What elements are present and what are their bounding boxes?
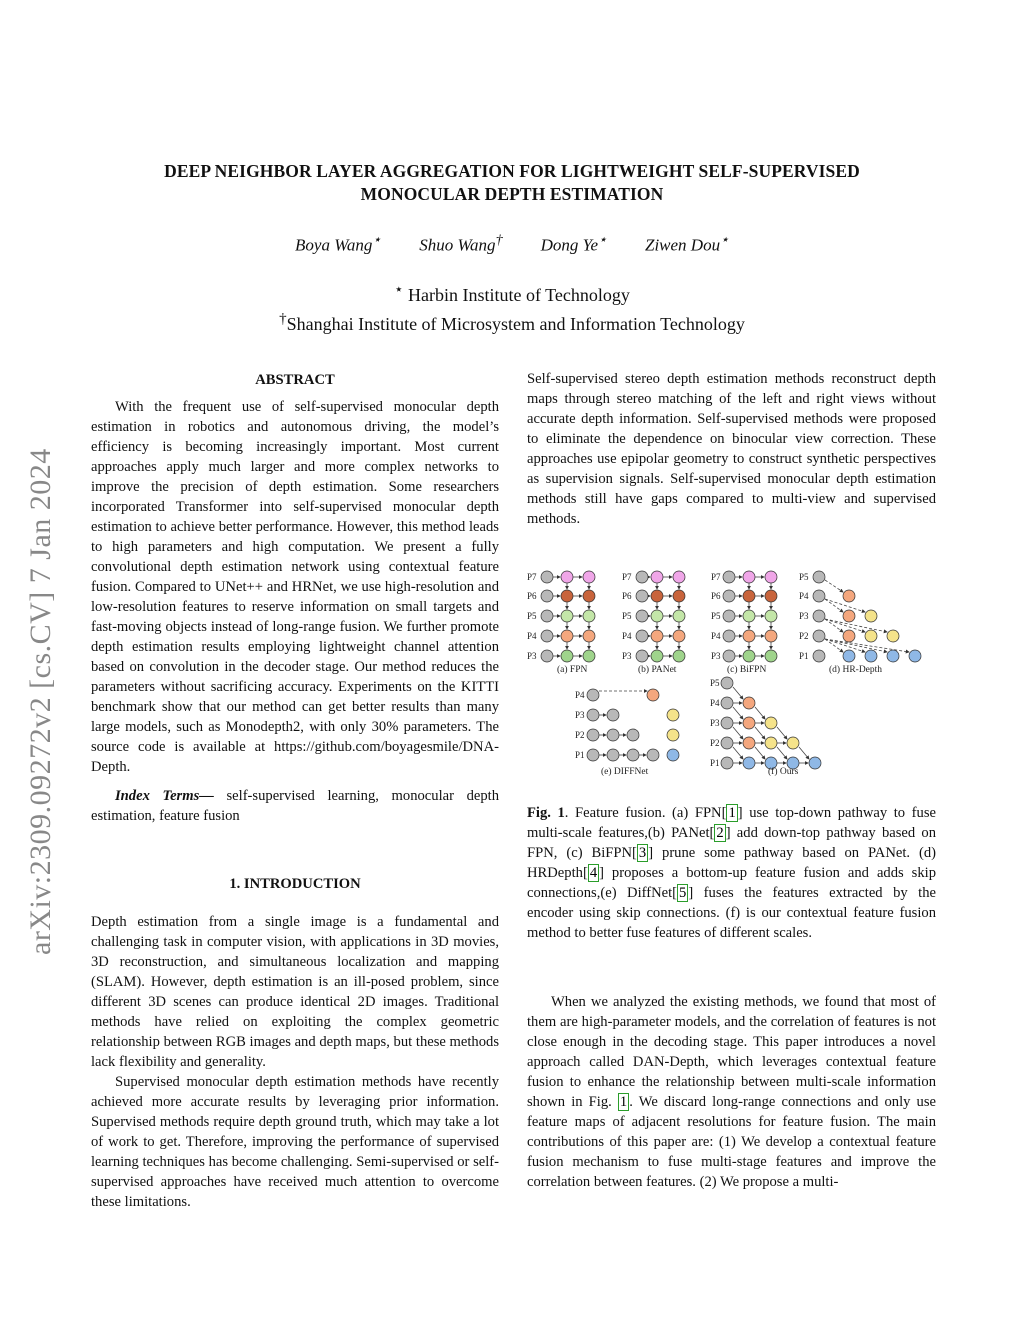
affiliation-2: †Shanghai Institute of Microsystem and Information Technology — [279, 311, 745, 334]
encoder-node — [541, 630, 553, 642]
feature-link — [825, 599, 865, 612]
level-label: P3 — [710, 718, 720, 728]
feature-link — [777, 727, 787, 739]
introduction-section — [91, 874, 499, 1212]
level-label: P4 — [527, 631, 537, 641]
abstract-section — [91, 370, 499, 826]
fused-node — [673, 571, 685, 583]
feature-fusion-diagram — [527, 565, 937, 785]
fused-node — [743, 717, 755, 729]
fused-node — [561, 610, 573, 622]
encoder-node — [813, 630, 825, 642]
feature-link — [733, 727, 743, 739]
intermediate-node — [627, 729, 639, 741]
encoder-node — [721, 757, 733, 769]
encoder-node — [541, 571, 553, 583]
level-label: P5 — [527, 611, 537, 621]
encoder-node — [636, 571, 648, 583]
level-label: P4 — [710, 698, 720, 708]
fig-label-f: (f) Ours — [768, 767, 799, 777]
encoder-node — [721, 737, 733, 749]
encoder-node — [723, 571, 735, 583]
level-label: P2 — [710, 738, 720, 748]
fused-node — [843, 590, 855, 602]
feature-link — [755, 747, 765, 759]
level-label: P6 — [622, 591, 632, 601]
fused-node — [743, 590, 755, 602]
index-terms: Index Terms— self-supervised learning, monocular depth estimation, feature fusion — [91, 788, 500, 824]
fused-node — [651, 630, 663, 642]
level-label: P5 — [622, 611, 632, 621]
intro-paragraph-4: When we analyzed the existing methods, we found that most of them are high-parameter models, and the correlation of features is not close enough in the decoding stage. This paper introduces a novel approach called DAN-Depth, which leverages contextual feature fusion to enhance the relationship between multi-scale information shown in Fig. 1 . We discard long-range connections and only use feature maps of adjacent resolutions for feature fusion. The main contributions of this paper are: (1) We develop a contextual feature fusion mechanism to fuse multi-stage features and improve the correlation between features. (2) We propose a multi- — [527, 994, 936, 1190]
fused-node — [743, 630, 755, 642]
feature-link — [733, 687, 743, 699]
fig-ref-link[interactable]: 1 — [619, 1094, 628, 1110]
level-label: P1 — [575, 750, 585, 760]
fused-node — [673, 610, 685, 622]
fused-node — [843, 650, 855, 662]
arxiv-stamp: arXiv:2309.09272v2 [cs.CV] 7 Jan 2024 — [24, 448, 57, 955]
fig-label-c: (c) BiFPN — [727, 665, 767, 675]
author-list — [200, 232, 824, 256]
fused-node — [887, 650, 899, 662]
fused-node — [651, 650, 663, 662]
affiliation-1: ⋆ Harbin Institute of Technology — [394, 282, 630, 305]
encoder-node — [587, 709, 599, 721]
level-label: P2 — [799, 631, 809, 641]
feature-link — [825, 619, 865, 632]
fused-node — [583, 650, 595, 662]
level-label: P4 — [575, 690, 585, 700]
fused-node — [583, 571, 595, 583]
fused-node — [843, 630, 855, 642]
fused-node — [743, 757, 755, 769]
fused-node — [743, 737, 755, 749]
level-label: P3 — [711, 651, 721, 661]
feature-link — [825, 599, 843, 612]
encoder-node — [813, 571, 825, 583]
fused-node — [651, 590, 663, 602]
fused-node — [673, 590, 685, 602]
intro-paragraph-1: Depth estimation from a single image is a fundamental and challenging task in computer vision, with applications in 3D movies, 3D reconstruction, and simultaneous localization and mapping (SLAM). However, depth estimation is an ill-posed problem, since different 3D scenes can produce identical 2D images. Traditional methods have relied on exploiting the complex geometric relationship between RGB images and depth maps, but these methods lack flexibility and generality. — [91, 914, 499, 1070]
fused-node — [651, 610, 663, 622]
fused-node — [743, 697, 755, 709]
fused-node — [865, 650, 877, 662]
ref-link-4[interactable]: 4 — [589, 865, 598, 881]
feature-link — [733, 747, 743, 759]
fused-node — [673, 650, 685, 662]
fused-node — [651, 571, 663, 583]
fused-node — [583, 590, 595, 602]
fused-node — [909, 650, 921, 662]
fused-node — [561, 571, 573, 583]
ref-link-1[interactable]: 1 — [728, 805, 736, 821]
encoder-node — [636, 590, 648, 602]
author: Ziwen Dou⋆ — [644, 232, 729, 255]
intermediate-node — [607, 729, 619, 741]
encoder-node — [723, 650, 735, 662]
fig-label-a: (a) FPN — [557, 665, 588, 675]
encoder-node — [721, 677, 733, 689]
encoder-node — [721, 697, 733, 709]
feature-link — [755, 727, 765, 739]
fused-node — [765, 571, 777, 583]
encoder-node — [723, 610, 735, 622]
encoder-node — [541, 610, 553, 622]
encoder-node — [587, 749, 599, 761]
intro-continued-2 — [527, 992, 936, 1192]
fused-node — [765, 717, 777, 729]
title-line-1: DEEP NEIGHBOR LAYER AGGREGATION FOR LIGHTWEIGHT SELF-SUPERVISED — [164, 161, 860, 181]
affiliations — [160, 278, 864, 336]
fused-node — [765, 650, 777, 662]
fused-node — [561, 590, 573, 602]
figure-1-caption: Fig. 1. Feature fusion. (a) FPN[ 1 ] use top-down pathway to fuse multi-scale features,(b) PANet[ 2 ] add down-top pathway based on FPN, (c) BiFPN[ 3 ] prune some pathway based on PANet. (d) HRDepth[ 4 ] proposes a bottom-up feature fusion and adds skip connections,(e) DiffNet[ 5 ] fuses the features extracted by the encoder using skip connections. (f) is our contextual feature fusion method to better fuse features of different scales. — [527, 805, 937, 941]
intro-paragraph-3: Self-supervised stereo depth estimation methods reconstruct depth maps through stereo matching of the left and right views without accurate depth information. Self-supervised methods were proposed to eliminate the dependence on binocular view correction. These approaches use epipolar geometry to construct synthetic perspectives as supervision signals. Self-supervised monocular depth estimation methods still have gaps compared to multi-view and supervised methods. — [527, 371, 936, 527]
fused-node — [865, 630, 877, 642]
level-label: P7 — [527, 572, 537, 582]
fused-node — [787, 737, 799, 749]
encoder-node — [813, 590, 825, 602]
fused-node — [673, 630, 685, 642]
intro-paragraph-2: Supervised monocular depth estimation methods have recently achieved more accurate results by leveraging prior information. Supervised methods require depth ground truth, which may take a lot of work to get. Therefore, improving the performance of supervised learning techniques has become challenging. Semi-supervised or self-supervised approaches have received much attention to overcome these limitations. — [91, 1074, 499, 1210]
title-line-2: MONOCULAR DEPTH ESTIMATION — [360, 184, 664, 204]
intro-continued — [527, 369, 936, 529]
intermediate-node — [647, 749, 659, 761]
level-label: P6 — [711, 591, 721, 601]
paper-title — [110, 160, 914, 206]
level-label: P1 — [710, 758, 720, 768]
fused-node — [843, 610, 855, 622]
level-label: P3 — [622, 651, 632, 661]
fused-node — [765, 610, 777, 622]
fused-node — [765, 590, 777, 602]
level-label: P3 — [527, 651, 537, 661]
fused-node — [561, 650, 573, 662]
fused-node — [583, 610, 595, 622]
author: Shuo Wang† — [419, 232, 503, 255]
level-label: P5 — [799, 572, 809, 582]
level-label: P2 — [575, 730, 585, 740]
output-node — [667, 749, 679, 761]
encoder-node — [813, 650, 825, 662]
output-node — [667, 709, 679, 721]
encoder-node — [541, 590, 553, 602]
level-label: P6 — [527, 591, 537, 601]
fused-node — [809, 757, 821, 769]
ref-link-2[interactable]: 2 — [716, 825, 724, 841]
fig-label-e: (e) DIFFNet — [601, 767, 649, 777]
feature-link — [799, 747, 809, 759]
level-label: P7 — [622, 572, 632, 582]
fused-node — [765, 630, 777, 642]
intermediate-node — [607, 709, 619, 721]
level-label: P5 — [711, 611, 721, 621]
encoder-node — [636, 630, 648, 642]
encoder-node — [723, 630, 735, 642]
author: Dong Ye⋆ — [540, 232, 607, 255]
level-label: P3 — [575, 710, 585, 720]
intermediate-node — [607, 749, 619, 761]
encoder-node — [721, 717, 733, 729]
fused-node — [743, 610, 755, 622]
feature-link — [755, 707, 765, 719]
intermediate-node — [627, 749, 639, 761]
encoder-node — [636, 610, 648, 622]
fused-node — [887, 630, 899, 642]
level-label: P1 — [799, 651, 809, 661]
abstract-body: With the frequent use of self-supervised monocular depth estimation in robotics and autonomous driving, the model’s efficiency is becoming increasingly important. Most current approaches apply much larger and more complex networks to improve the precision of depth estimation. Some researchers incorporated Transformer into self-supervised monocular depth estimation to achieve better performance. However, this method leads to high parameters and high computation. We present a fully convolutional depth estimation network using contextual feature fusion. Compared to UNet++ and HRNet, we use high-resolution and low-resolution features to reserve information on small targets and fast-moving objects instead of long-range fusion. We further promote depth estimation results employing lightweight channel attention based on convolution in the decoder stage. Our method reduces the parameters without sacrificing accuracy. Experiments on the KITTI benchmark show that our method can get better results than many large models, such as Monodepth2, with only 30% parameters. The source code is available at https://github.com/boyagesmile/DNA-Depth. — [91, 399, 499, 775]
output-node — [647, 689, 659, 701]
fig-label-b: (b) PANet — [638, 665, 677, 675]
encoder-node — [813, 610, 825, 622]
level-label: P7 — [711, 572, 721, 582]
encoder-node — [587, 689, 599, 701]
output-node — [667, 729, 679, 741]
feature-link — [825, 639, 843, 652]
ref-link-5[interactable]: 5 — [679, 885, 687, 901]
feature-link — [825, 639, 865, 652]
fused-node — [743, 571, 755, 583]
author: Boya Wang⋆ — [295, 232, 382, 255]
level-label: P3 — [799, 611, 809, 621]
fused-node — [765, 737, 777, 749]
figure-1 — [527, 565, 937, 785]
feature-link — [825, 619, 843, 632]
fig-label-d: (d) HR-Depth — [829, 665, 883, 675]
feature-link — [733, 707, 743, 719]
feature-link — [825, 580, 843, 592]
fused-node — [561, 630, 573, 642]
intro-heading: 1. INTRODUCTION — [229, 876, 361, 892]
level-label: P4 — [622, 631, 632, 641]
fused-node — [865, 610, 877, 622]
encoder-node — [723, 590, 735, 602]
level-label: P4 — [799, 591, 809, 601]
encoder-node — [587, 729, 599, 741]
abstract-heading: ABSTRACT — [255, 372, 335, 388]
feature-link — [777, 747, 787, 759]
level-label: P4 — [711, 631, 721, 641]
fused-node — [743, 650, 755, 662]
ref-link-3[interactable]: 3 — [638, 845, 647, 861]
level-label: P5 — [710, 678, 720, 688]
encoder-node — [636, 650, 648, 662]
fused-node — [583, 630, 595, 642]
encoder-node — [541, 650, 553, 662]
